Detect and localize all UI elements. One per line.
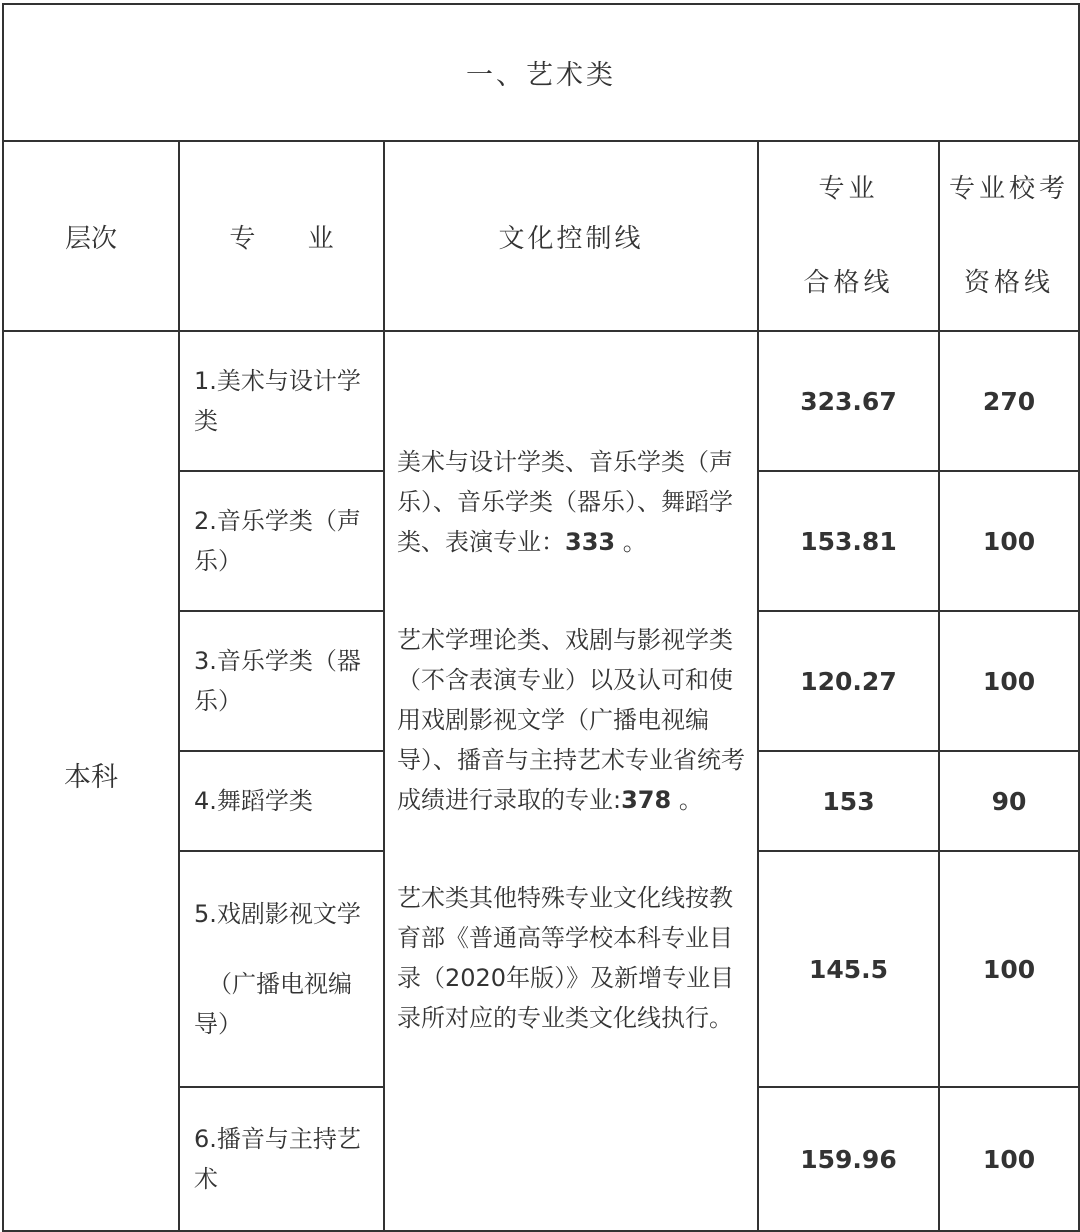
culture-score: 333: [565, 528, 616, 556]
header-school-exam-line-1: 专业校考: [949, 174, 1070, 204]
culture-paragraph: [397, 442, 747, 562]
major-pass-score: 153: [758, 751, 939, 851]
school-exam-score: 100: [939, 611, 1079, 751]
school-exam-score: 270: [939, 331, 1079, 471]
culture-score: 378: [621, 786, 672, 814]
major-line: 1.美术与设计学: [194, 367, 361, 395]
table-title: 一、艺术类: [3, 4, 1079, 141]
major-line: 术: [194, 1165, 218, 1193]
header-major-pass-line-2: 合格线: [803, 268, 894, 298]
culture-paragraph: 艺术类其他特殊专业文化线按教育部《普通高等学校本科专业目录（2020年版）》及新增专业目录所对应的专业类文化线执行。: [397, 884, 735, 1032]
header-culture-line-text: 文化控制线: [498, 223, 644, 254]
major-line: 导）: [194, 1010, 242, 1038]
major-line: （广播电视编: [208, 970, 352, 998]
header-major: 专 业: [179, 141, 384, 331]
major-line: 乐）: [194, 687, 242, 715]
level-cell: 本科: [3, 331, 179, 1231]
header-major-pass-line-1: 专业: [818, 174, 879, 204]
major-line: 6.播音与主持艺: [194, 1125, 361, 1153]
table-row: [3, 331, 1079, 471]
culture-line-cell: [384, 331, 758, 1231]
header-level: 层次: [3, 141, 179, 331]
major-cell: [179, 471, 384, 611]
major-cell: [179, 851, 384, 1087]
major-line: 5.戏剧影视文学: [194, 900, 361, 928]
major-cell: [179, 751, 384, 851]
school-exam-score: 100: [939, 1087, 1079, 1231]
major-line: 2.音乐学类（声: [194, 507, 361, 535]
school-exam-score: 90: [939, 751, 1079, 851]
major-pass-score: 159.96: [758, 1087, 939, 1231]
header-major-pass-line: [758, 141, 939, 331]
major-line: 乐）: [194, 547, 242, 575]
culture-text: 艺术学理论类、戏剧与影视学类（不含表演专业）以及认可和使用戏剧影视文学（广播电视编导）、播音与主持艺术专业省统考成绩进行录取的专业:: [397, 626, 745, 814]
admission-score-table: [2, 3, 1080, 1232]
header-culture-line: [384, 141, 758, 331]
major-pass-score: 120.27: [758, 611, 939, 751]
major-pass-score: 323.67: [758, 331, 939, 471]
major-pass-score: 153.81: [758, 471, 939, 611]
major-cell: [179, 611, 384, 751]
culture-end: 。: [622, 528, 647, 556]
culture-paragraph: [397, 620, 747, 820]
major-cell: [179, 331, 384, 471]
major-line: 类: [194, 407, 218, 435]
school-exam-score: 100: [939, 471, 1079, 611]
culture-end: 。: [678, 786, 703, 814]
major-line: 3.音乐学类（器: [194, 647, 361, 675]
header-school-exam-line: [939, 141, 1079, 331]
header-school-exam-line-2: 资格线: [964, 268, 1055, 298]
school-exam-score: 100: [939, 851, 1079, 1087]
major-line: 4.舞蹈学类: [194, 787, 313, 815]
culture-text: 美术与设计学类、音乐学类（声乐）、音乐学类（器乐）、舞蹈学类、表演专业：: [397, 448, 733, 556]
major-cell: [179, 1087, 384, 1231]
major-pass-score: 145.5: [758, 851, 939, 1087]
